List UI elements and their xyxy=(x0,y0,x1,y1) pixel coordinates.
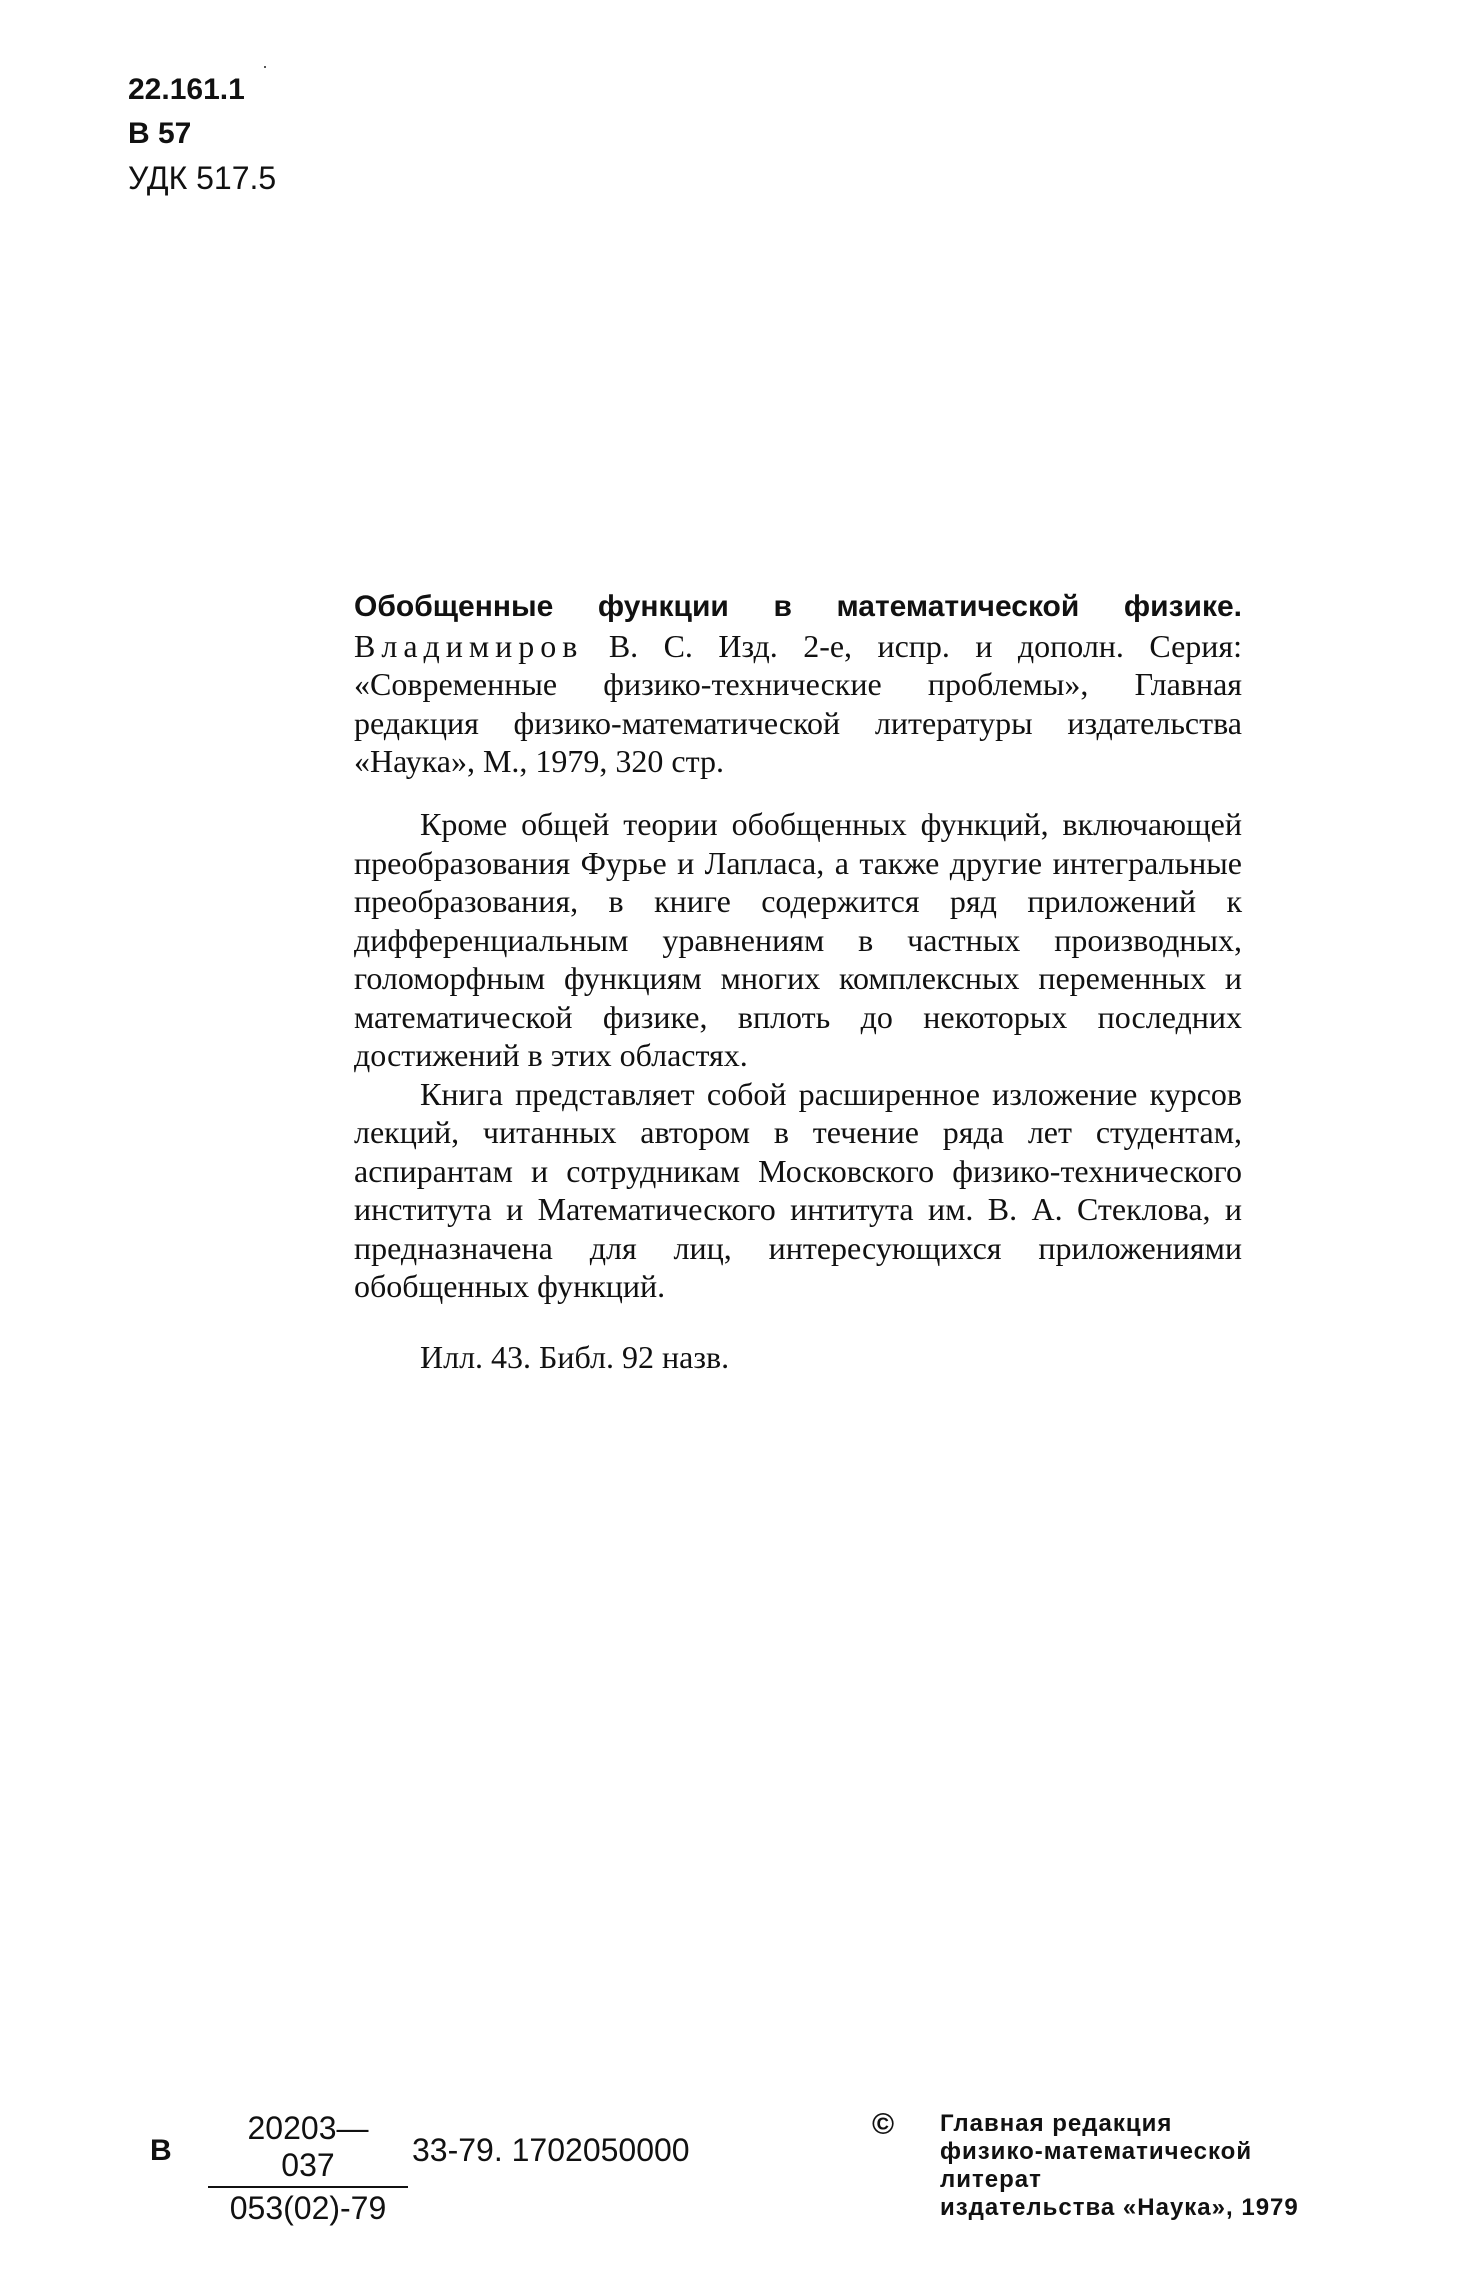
edition-details: В. С. Изд. 2-е, испр. и дополн. Серия: «Современные физико-технические проблемы», Главная редакция физико-математической литературы издательства «Наука», М., 1979, 320 стр. xyxy=(354,627,1243,779)
imprint-fraction xyxy=(208,2110,408,2227)
print-speck xyxy=(264,66,266,68)
bbk-index: 22.161.1 xyxy=(128,73,245,106)
abstract xyxy=(354,805,1242,1306)
publisher-line-3: издательства «Наука», 1979 xyxy=(940,2194,1299,2221)
bibliographic-description xyxy=(354,586,1242,781)
author-code: В 57 xyxy=(128,117,192,150)
imprint-numerator: 20203—037 xyxy=(208,2110,408,2188)
imprint-denominator: 053(02)-79 xyxy=(229,2190,387,2226)
imprint-footer xyxy=(150,2110,1350,2230)
book-title: Обобщенные функции в математической физике. xyxy=(354,590,1242,623)
copyright-icon: © xyxy=(872,2108,895,2141)
publisher-info xyxy=(940,2110,1350,2222)
classification-block xyxy=(128,68,276,200)
publisher-line-1: Главная редакция xyxy=(940,2110,1173,2137)
udk-index: УДК 517.5 xyxy=(128,160,277,196)
imprint-codes: 33-79. 1702050000 xyxy=(412,2132,690,2168)
imprint-letter: В xyxy=(150,2134,172,2167)
publisher-line-2: физико-математической литерат xyxy=(940,2138,1253,2193)
author-name: Владимиров xyxy=(354,627,584,664)
abstract-paragraph-1: Кроме общей теории обобщенных функций, включающей преобразования Фурье и Лапласа, а также другие интегральные преобразования, в книге содержится ряд приложений к дифференциальным уравнениям в частных производных, голоморфным функциям многих комплексных переменных и математической физике, вплоть до некоторых последних достижений в этих областях. xyxy=(354,806,1242,1073)
abstract-paragraph-2: Книга представляет собой расширенное изложение курсов лекций, читанных автором в течение ряда лет студентам, аспирантам и сотрудникам Московского физико-технического института и Математического интитута им. В. А. Стеклова, и предназначена для лиц, интересующихся приложениями обобщенных функций. xyxy=(354,1075,1242,1304)
illustrations-count: Илл. 43. Библ. 92 назв. xyxy=(420,1339,730,1375)
